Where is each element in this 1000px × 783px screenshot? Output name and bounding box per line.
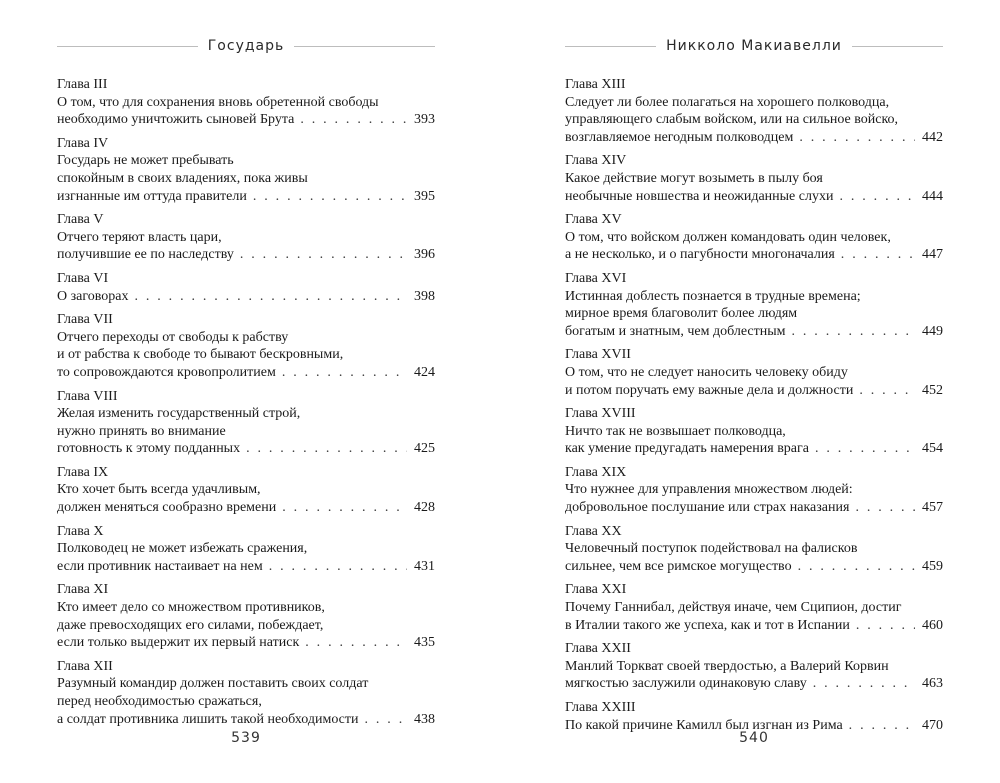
chapter-label: Глава IX (57, 464, 109, 480)
chapter-title-line: Разумный командир должен поставить своих солдат (57, 676, 369, 692)
toc-page-number: 459 (922, 558, 943, 574)
chapter-title-line: нужно принять во внимание (57, 423, 226, 439)
chapter-title-line (57, 711, 435, 729)
chapter-title-text: и потом поручать ему важные дела и должности (565, 382, 854, 398)
chapter-title-text: необычные новшества и неожиданные слухи (565, 188, 834, 204)
toc-entry (565, 640, 943, 693)
toc-entry (565, 464, 943, 517)
dot-leader (300, 111, 407, 129)
chapter-title-line: спокойным в своих владениях, пока живы (57, 170, 308, 186)
toc-page-number: 452 (922, 382, 943, 398)
chapter-title-text: возглавляемое негодным полководцем (565, 129, 794, 145)
chapter-label: Глава XI (57, 582, 109, 598)
dot-leader (799, 129, 915, 147)
right-page (565, 0, 943, 783)
chapter-title-text: должен меняться сообразно времени (57, 500, 277, 516)
dot-leader (269, 558, 407, 576)
dot-leader (839, 188, 915, 206)
toc-page-number: 438 (414, 711, 435, 727)
chapter-label: Глава XIII (565, 77, 626, 92)
chapter-title-text: готовность к этому подданных (57, 441, 241, 457)
page-number: 540 (739, 730, 769, 746)
toc-page-number: 444 (922, 188, 943, 204)
toc-entry (57, 581, 435, 651)
chapter-label: Глава XII (57, 658, 113, 674)
toc-entry (57, 311, 435, 381)
chapter-title-line (565, 617, 943, 635)
toc-entry (565, 346, 943, 399)
chapter-label: Глава XXIII (565, 700, 636, 715)
table-of-contents (57, 76, 435, 734)
toc-entry (565, 270, 943, 340)
chapter-title-line: и от рабства к свободе то бывают бескровными, (57, 347, 344, 363)
chapter-title-line: О том, что для сохранения вновь обретенной свободы (57, 94, 379, 110)
chapter-title-line (565, 246, 943, 264)
toc-page-number: 393 (414, 112, 435, 128)
toc-entry (57, 135, 435, 205)
chapter-title-line: Государь не может пребывать (57, 153, 234, 169)
dot-leader (365, 711, 408, 729)
dot-leader (253, 188, 407, 206)
chapter-title-text: в Италии такого же успеха, как и тот в Испании (565, 617, 850, 633)
chapter-title-line: Кто имеет дело со множеством противников, (57, 600, 325, 616)
chapter-title-text: сильнее, чем все римское могущество (565, 558, 792, 574)
chapter-title-line: Полководец не может избежать сражения, (57, 541, 308, 557)
dot-leader (240, 246, 407, 264)
toc-entry (57, 388, 435, 458)
dot-leader (856, 617, 915, 635)
toc-entry (565, 76, 943, 146)
toc-page-number: 442 (922, 129, 943, 145)
chapter-title-text: добровольное послушание или страх наказания (565, 500, 850, 516)
chapter-title-text: богатым и знатным, чем доблестным (565, 323, 786, 339)
toc-page-number: 398 (414, 288, 435, 304)
chapter-title-line (57, 364, 435, 382)
chapter-title-text: мягкостью заслужили одинаковую славу (565, 676, 807, 692)
dot-leader (792, 323, 916, 341)
chapter-title-line: Кто хочет быть всегда удачливым, (57, 482, 261, 498)
chapter-title-line (57, 288, 435, 306)
toc-entry (57, 211, 435, 264)
dot-leader (134, 288, 407, 306)
chapter-title-line (565, 129, 943, 147)
chapter-title-line: Манлий Торкват своей твердостью, а Валерий Корвин (565, 658, 889, 674)
chapter-title-line (565, 382, 943, 400)
chapter-title-line: мирное время благоволит более людям (565, 306, 798, 322)
chapter-title-line (565, 675, 943, 693)
dot-leader (246, 440, 407, 458)
dot-leader (855, 499, 915, 517)
chapter-title-line: Отчего теряют власть цари, (57, 229, 222, 245)
dot-leader (282, 499, 407, 517)
toc-entry (57, 270, 435, 305)
chapter-label: Глава V (57, 212, 104, 228)
chapter-title-text: О заговорах (57, 288, 129, 304)
chapter-title-line (565, 558, 943, 576)
dot-leader (798, 558, 915, 576)
chapter-title-line (565, 499, 943, 517)
chapter-title-line: Человечный поступок подействовал на фалисков (565, 541, 858, 557)
chapter-title-line: Почему Ганнибал, действуя иначе, чем Сципион, достиг (565, 600, 902, 616)
chapter-title-line: Что нужнее для управления множеством людей: (565, 482, 853, 498)
dot-leader (841, 246, 915, 264)
running-head-title: Государь (207, 38, 285, 54)
chapter-title-line: Какое действие могут возыметь в пылу боя (565, 170, 823, 186)
toc-page-number: 454 (922, 441, 943, 457)
toc-entry (565, 211, 943, 264)
running-head (565, 37, 943, 55)
chapter-title-line: Следует ли более полагаться на хорошего полководца, (565, 94, 890, 110)
chapter-title-line: даже превосходящих его силами, побеждает, (57, 617, 324, 633)
header-rule (565, 46, 656, 47)
chapter-label: Глава XV (565, 212, 622, 228)
chapter-title-text: то сопровождаются кровопролитием (57, 364, 276, 380)
chapter-title-text: получившие ее по наследству (57, 247, 234, 263)
chapter-title-line (565, 323, 943, 341)
toc-page-number: 428 (414, 500, 435, 516)
toc-entry (565, 523, 943, 576)
toc-page-number: 435 (414, 635, 435, 651)
chapter-title-line (57, 440, 435, 458)
chapter-title-line (565, 440, 943, 458)
toc-page-number: 431 (414, 558, 435, 574)
left-page (57, 0, 435, 783)
chapter-label: Глава VIII (57, 388, 118, 404)
chapter-title-line (57, 111, 435, 129)
chapter-title-text: а не несколько, и о пагубности многоначалия (565, 247, 835, 263)
dot-leader (813, 675, 915, 693)
chapter-label: Глава VI (57, 270, 109, 286)
chapter-label: Глава III (57, 77, 108, 92)
running-head-title: Никколо Макиавелли (666, 38, 842, 54)
chapter-label: Глава XVI (565, 270, 627, 286)
toc-entry (57, 658, 435, 728)
chapter-label: Глава XXII (565, 641, 631, 657)
chapter-label: Глава X (57, 523, 104, 539)
toc-entry (57, 523, 435, 576)
chapter-title-line: Желая изменить государственный строй, (57, 406, 301, 422)
chapter-title-line (57, 499, 435, 517)
toc-page-number: 396 (414, 247, 435, 263)
header-rule (294, 46, 435, 47)
toc-page-number: 425 (414, 441, 435, 457)
chapter-title-line (565, 188, 943, 206)
chapter-title-line: Отчего переходы от свободы к рабству (57, 329, 289, 345)
toc-page-number: 457 (922, 500, 943, 516)
chapter-title-line: О том, что войском должен командовать один человек, (565, 229, 891, 245)
chapter-title-text: необходимо уничтожить сыновей Брута (57, 112, 295, 128)
chapter-title-text: По какой причине Камилл был изгнан из Рима (565, 717, 843, 733)
dot-leader (282, 364, 407, 382)
table-of-contents (565, 76, 943, 740)
toc-page-number: 395 (414, 188, 435, 204)
chapter-title-text: если противник настаивает на нем (57, 558, 263, 574)
dot-leader (815, 440, 915, 458)
header-rule (57, 46, 198, 47)
toc-page-number: 460 (922, 617, 943, 633)
chapter-title-line (57, 188, 435, 206)
chapter-label: Глава XIV (565, 153, 627, 169)
chapter-title-line: перед необходимостью сражаться, (57, 694, 262, 709)
running-head (57, 37, 435, 55)
chapter-title-text: как умение предугадать намерения врага (565, 441, 809, 457)
chapter-title-text: изгнанные им оттуда правители (57, 188, 247, 204)
chapter-title-line: Истинная доблесть познается в трудные времена; (565, 288, 861, 304)
header-rule (852, 46, 943, 47)
toc-entry (57, 464, 435, 517)
chapter-title-line (57, 558, 435, 576)
chapter-label: Глава VII (57, 312, 113, 328)
chapter-label: Глава XVII (565, 347, 631, 363)
page-number: 539 (231, 730, 261, 746)
chapter-title-line: О том, что не следует наносить человеку обиду (565, 364, 848, 380)
toc-entry (565, 581, 943, 634)
chapter-label: Глава XVIII (565, 406, 636, 422)
chapter-title-line: Ничто так не возвышает полководца, (565, 423, 786, 439)
toc-entry (565, 405, 943, 458)
chapter-title-text: если только выдержит их первый натиск (57, 635, 300, 651)
chapter-title-line: управляющего слабым войском, или на сильное войско, (565, 112, 899, 128)
toc-entry (565, 152, 943, 205)
dot-leader (305, 634, 407, 652)
chapter-label: Глава XXI (565, 582, 627, 598)
toc-entry (565, 699, 943, 734)
toc-page-number: 470 (922, 717, 943, 733)
dot-leader (859, 382, 915, 400)
toc-page-number: 449 (922, 323, 943, 339)
toc-page-number: 424 (414, 364, 435, 380)
chapter-label: Глава XX (565, 523, 622, 539)
toc-page-number: 447 (922, 247, 943, 263)
chapter-label: Глава XIX (565, 464, 627, 480)
chapter-title-text: а солдат противника лишить такой необходимости (57, 711, 359, 727)
chapter-title-line (57, 246, 435, 264)
chapter-label: Глава IV (57, 135, 109, 151)
toc-entry (57, 76, 435, 129)
chapter-title-line (57, 634, 435, 652)
toc-page-number: 463 (922, 676, 943, 692)
